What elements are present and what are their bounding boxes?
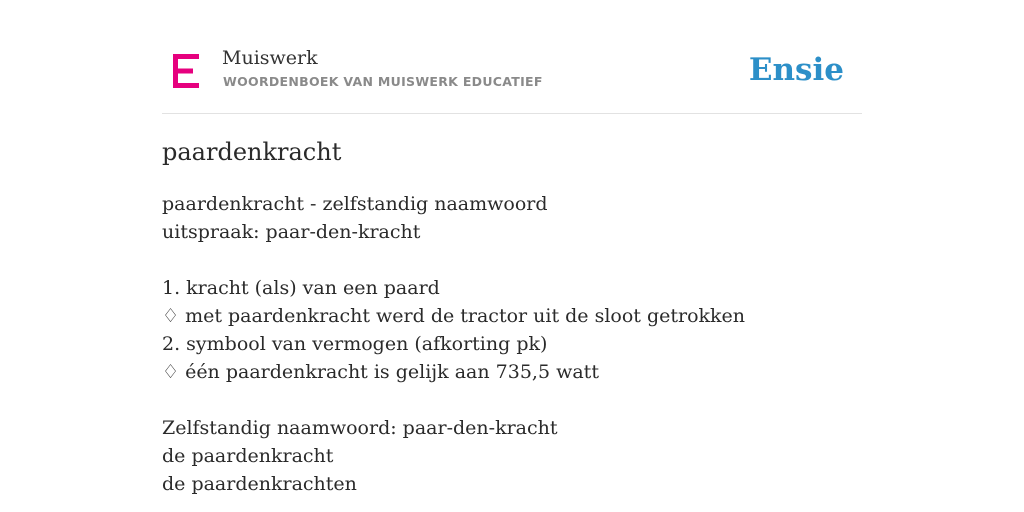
definition-line — [162, 386, 745, 414]
definition-line: 2. symbool van vermogen (afkorting pk) — [162, 333, 548, 355]
entry-definition — [162, 190, 745, 498]
definition-line: 1. kracht (als) van een paard — [162, 277, 440, 299]
definition-line: Zelfstandig naamwoord: paar-den-kracht — [162, 417, 558, 439]
ensie-logo[interactable]: Ensie — [748, 52, 844, 88]
definition-line: ♢ één paardenkracht is gelijk aan 735,5 watt — [162, 361, 599, 383]
entry-title: paardenkracht — [162, 138, 342, 166]
definition-line: de paardenkracht — [162, 445, 334, 467]
definition-line: de paardenkrachten — [162, 473, 357, 495]
page-container — [162, 0, 862, 495]
definition-line: paardenkracht - zelfstandig naamwoord — [162, 193, 548, 215]
site-header — [162, 0, 862, 114]
brand-name[interactable]: Muiswerk — [222, 47, 318, 69]
muiswerk-logo-icon[interactable] — [173, 54, 199, 88]
definition-line: ♢ met paardenkracht werd de tractor uit de sloot getrokken — [162, 305, 746, 327]
definition-line — [162, 246, 745, 274]
definition-line: uitspraak: paar-den-kracht — [162, 221, 421, 243]
brand-subtitle: WOORDENBOEK VAN MUISWERK EDUCATIEF — [223, 74, 543, 89]
